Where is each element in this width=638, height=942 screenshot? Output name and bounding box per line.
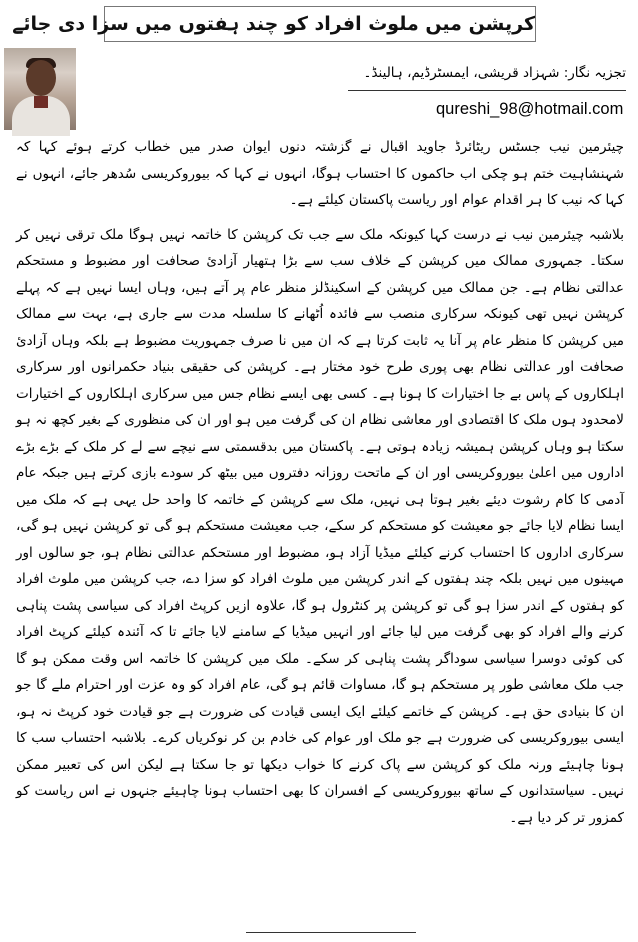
- article-paragraph: چیئرمین نیب جسٹس ریٹائرڈ جاوید اقبال نے گزشتہ دنوں ایوان صدر میں خطاب کرتے ہوئے کہا کہ شہنشاہیت ختم ہو چکی اب حاکموں کا احتساب ہوگا، انہوں نے کہا کہ بیوروکریسی سُدھر جائے، انہوں نے کہا کہ نیب کا ہر اقدام عوام اور ریاست پاکستان کیلئے ہے۔: [16, 139, 624, 208]
- author-photo: [4, 48, 76, 130]
- article-body: [16, 134, 624, 831]
- article-headline: کرپشن میں ملوث افراد کو چند ہفتوں میں سزا دی جائے: [104, 6, 536, 42]
- article-byline: تجزیہ نگار: شہزاد قریشی، ایمسٹرڈیم، ہالینڈ۔: [363, 65, 626, 81]
- end-divider: [246, 932, 416, 933]
- article-paragraph: بلاشبہ چیئرمین نیب نے درست کہا کیونکہ ملک سے جب تک کرپشن کا خاتمہ نہیں ہوگا ملک ترقی نہیں کر سکتا۔ جمہوری ممالک میں کرپشن کے خلاف سب سے بڑا ہتھیار آزادئ صحافت اور مضبوط و مستحکم عدالتی نظام ہے۔ جن ممالک میں کرپشن کے اسکینڈلز منظر عام پر آتے ہیں، وہاں ایسا نہیں ہے کہ پہلے کرپشن نہیں تھی کیونکہ سرکاری منصب سے فائدہ اُٹھانے کا سلسلہ مدت سے جاری ہے، بہت سے ممالک میں کرپشن کا منظر عام پر آنا یہ ثابت کرتا ہے کہ ان میں نا صرف جمہوریت مضبوط ہے بلکہ وہاں آزادئ صحافت اور عدالتی نظام بھی پوری طرح خود مختار ہے۔ کرپشن کی حقیقی بنیاد حکمرانوں اور سرکاری اہلکاروں کے پاس بے جا اختیارات کا ہونا ہے۔ کسی بھی ایسے نظام جس میں سرکاری اہلکاروں کے اختیارات لامحدود ہوں ملک کا اقتصادی اور معاشی نظام ان کی گرفت میں ہو اور ان کی منظوری کے بغیر کچھ نہ ہو سکتا ہو وہاں کرپشن ہمیشہ زیادہ ہوتی ہے۔ پاکستان میں بدقسمتی سے نیچے سے لے کر ملک کے بڑے بڑے اداروں میں اعلیٰ بیوروکریسی اور ان کے ماتحت روزانہ دفتروں میں بیٹھ کر سودے بازی کرتے ہیں جبکہ عام آدمی کا کام رشوت دیئے بغیر ہوتا ہی نہیں، ملک سے کرپشن کے خاتمہ کا واحد حل یہی ہے کہ ملک میں ایسا نظام لایا جائے جو معیشت کو مستحکم کر سکے، جب معیشت مستحکم ہو گی تو کرپشن نہیں ہو گی، سرکاری اداروں کا احتساب کرنے کیلئے میڈیا آزاد ہو، مضبوط اور مستحکم عدالتی نظام ہو، جو سالوں اور مہینوں میں نہیں بلکہ چند ہفتوں کے اندر کرپشن میں ملوث افراد کو سزا دے، جب کرپشن میں ملوث افراد کو ہفتوں کے اندر سزا ہو گی تو کرپشن پر کنٹرول ہو گا، علاوہ ازیں کرپٹ افراد کی سیاسی پشت پناہی کرنے والے افراد کو بھی گرفت میں لیا جائے اور انہیں میڈیا کے سامنے لایا جائے تا کہ آئندہ کیلئے کرپٹ افراد کی کوئی دوسرا سیاسی سوداگر پشت پناہی کر سکے۔ ملک میں کرپشن کا خاتمہ اس وقت ممکن ہو گا جب ملک معاشی طور پر مستحکم ہو گا، مساوات قائم ہو گی، عام افراد کو وہ عزت اور احترام ملے گا جو ان کا بنیادی حق ہے۔ کرپشن کے خاتمے کیلئے ایک ایسی قیادت کی ضرورت ہے جو قیادت خود کرپٹ نہ ہو، ایسی بیوروکریسی کی ضرورت ہے جو ملک اور عوام کی خادم بن کر نوکریاں کرے۔ بلاشبہ احتساب سب کا ہونا چاہیئے ورنہ ملک کو کرپشن سے پاک کرنے کا خواب دیکھا تو جا سکتا ہے لیکن اس کی تعبیر ممکن نہیں۔ سیاستدانوں کے ساتھ بیوروکریسی کے افسران کا بھی احتساب ہونا چاہیئے جنہوں نے اس ریاست کو کمزور تر کر دیا ہے۔: [16, 226, 624, 826]
- paragraph-gap: [16, 214, 624, 222]
- author-email[interactable]: qureshi_98@hotmail.com: [436, 100, 624, 118]
- author-photo-face: [26, 60, 56, 96]
- author-photo-collar: [34, 96, 48, 108]
- byline-divider: [348, 90, 626, 91]
